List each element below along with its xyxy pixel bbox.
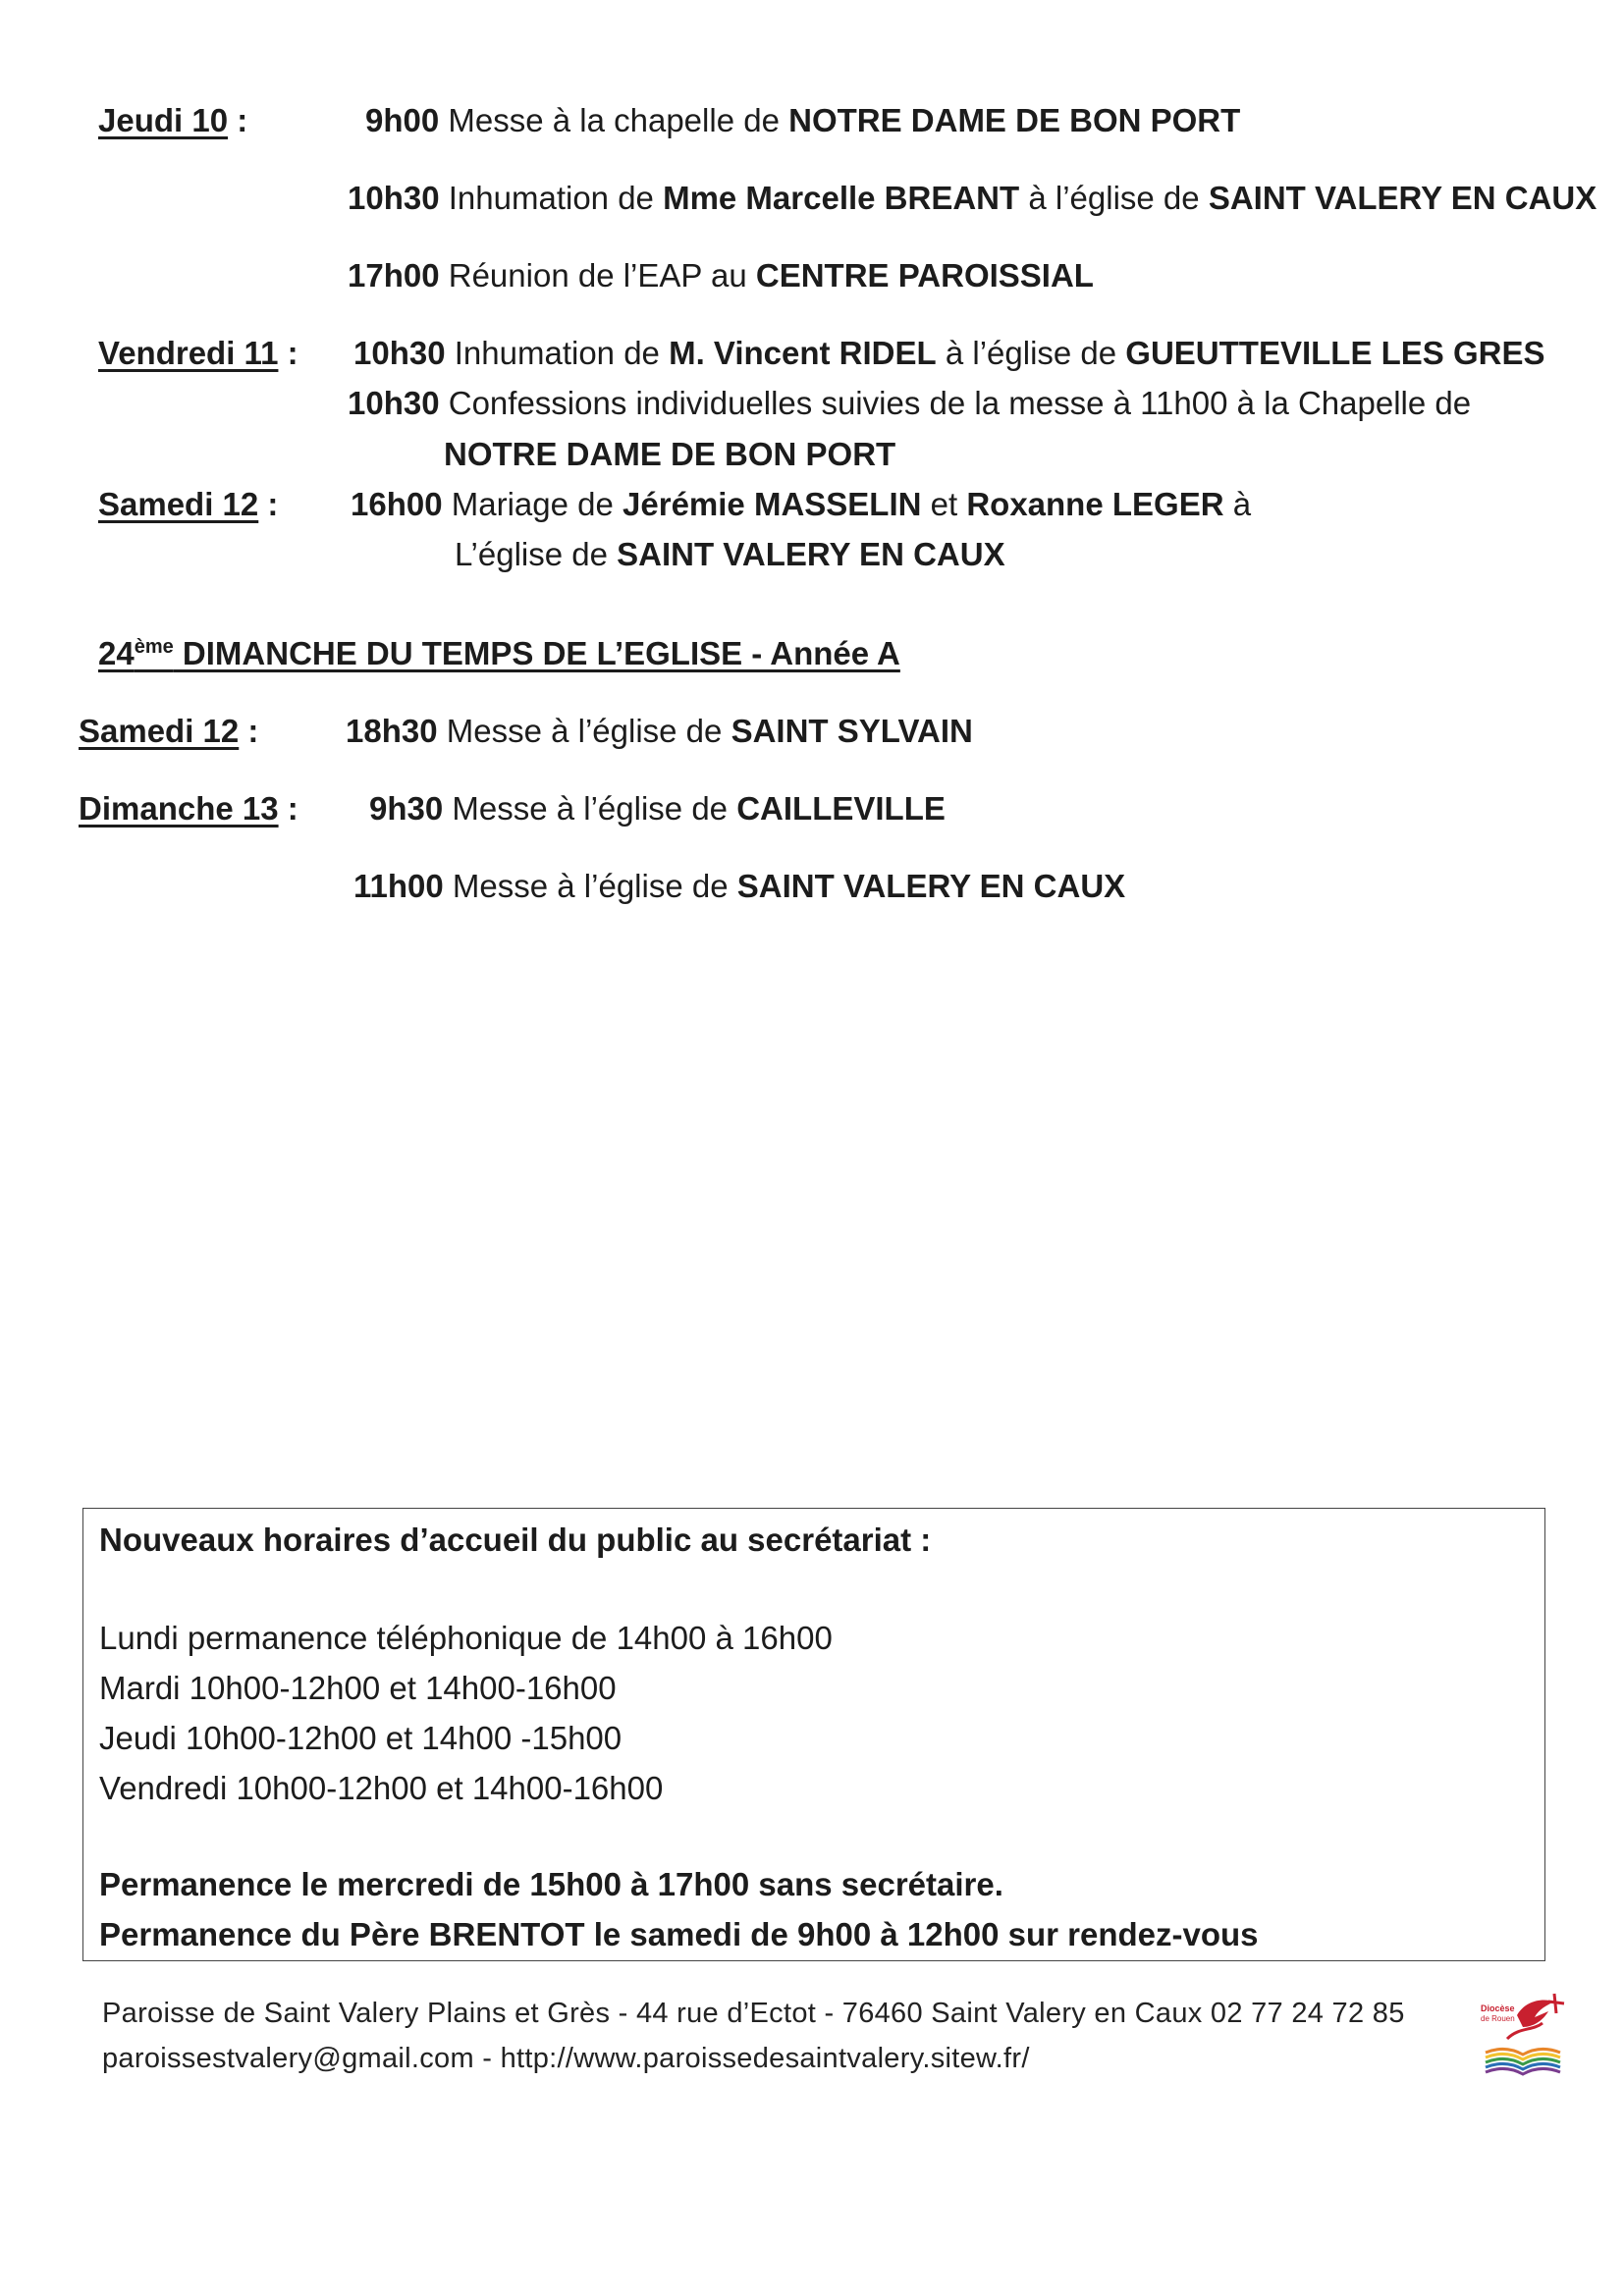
event-dimanche-2: 11h00 Messe à l’église de SAINT VALERY EN CAUX xyxy=(353,868,1126,904)
day-label-jeudi: Jeudi 10 : xyxy=(98,102,248,138)
event-dimanche-1: 9h30 Messe à l’église de CAILLEVILLE xyxy=(369,790,946,827)
event-jeudi-2: 10h30 Inhumation de Mme Marcelle BREANT à l’église de SAINT VALERY EN CAUX xyxy=(348,180,1597,216)
day-label-samedi-sunday: Samedi 12 : xyxy=(79,713,259,749)
office-hours-line: Vendredi 10h00-12h00 et 14h00-16h00 xyxy=(99,1770,664,1806)
event-jeudi-3: 17h00 Réunion de l’EAP au CENTRE PAROISSIAL xyxy=(348,257,1094,294)
event-samedi-1-cont: L’église de SAINT VALERY EN CAUX xyxy=(455,536,1005,572)
event-samedi-1: 16h00 Mariage de Jérémie MASSELIN et Roxanne LEGER à xyxy=(351,486,1252,522)
office-hours-line: Mardi 10h00-12h00 et 14h00-16h00 xyxy=(99,1670,617,1706)
office-hours-box xyxy=(82,1508,1545,1961)
footer-address: Paroisse de Saint Valery Plains et Grès - 44 rue d’Ectot - 76460 Saint Valery en Caux 02 77 24 72 85 xyxy=(102,1998,1405,2029)
svg-text:de Rouen: de Rouen xyxy=(1481,2014,1515,2023)
svg-text:Diocèse: Diocèse xyxy=(1481,2003,1515,2013)
sunday-heading: 24ème DIMANCHE DU TEMPS DE L’EGLISE - Année A xyxy=(98,635,900,671)
office-hours-line: Jeudi 10h00-12h00 et 14h00 -15h00 xyxy=(99,1720,623,1756)
permanence-pere: Permanence du Père BRENTOT le samedi de 9h00 à 12h00 sur rendez-vous xyxy=(99,1916,1259,1952)
diocese-logo xyxy=(1478,1988,1571,2078)
office-hours-line: Lundi permanence téléphonique de 14h00 à 16h00 xyxy=(99,1620,833,1656)
office-hours-title: Nouveaux horaires d’accueil du public au secrétariat : xyxy=(99,1522,932,1558)
day-label-samedi: Samedi 12 : xyxy=(98,486,279,522)
event-vendredi-2-place: NOTRE DAME DE BON PORT xyxy=(444,436,896,472)
footer-contact: paroissestvalery@gmail.com - http://www.paroissedesaintvalery.sitew.fr/ xyxy=(102,2043,1030,2074)
permanence-mercredi: Permanence le mercredi de 15h00 à 17h00 sans secrétaire. xyxy=(99,1866,1003,1902)
diocese-dove-icon xyxy=(1478,1988,1571,2078)
event-samedi-sunday: 18h30 Messe à l’église de SAINT SYLVAIN xyxy=(346,713,973,749)
day-label-vendredi: Vendredi 11 : xyxy=(98,335,298,371)
event-jeudi-1: 9h00 Messe à la chapelle de NOTRE DAME DE BON PORT xyxy=(365,102,1241,138)
event-vendredi-1: 10h30 Inhumation de M. Vincent RIDEL à l’église de GUEUTTEVILLE LES GRES xyxy=(353,335,1545,371)
event-vendredi-2: 10h30 Confessions individuelles suivies de la messe à 11h00 à la Chapelle de xyxy=(348,385,1472,421)
day-label-dimanche: Dimanche 13 : xyxy=(79,790,298,827)
